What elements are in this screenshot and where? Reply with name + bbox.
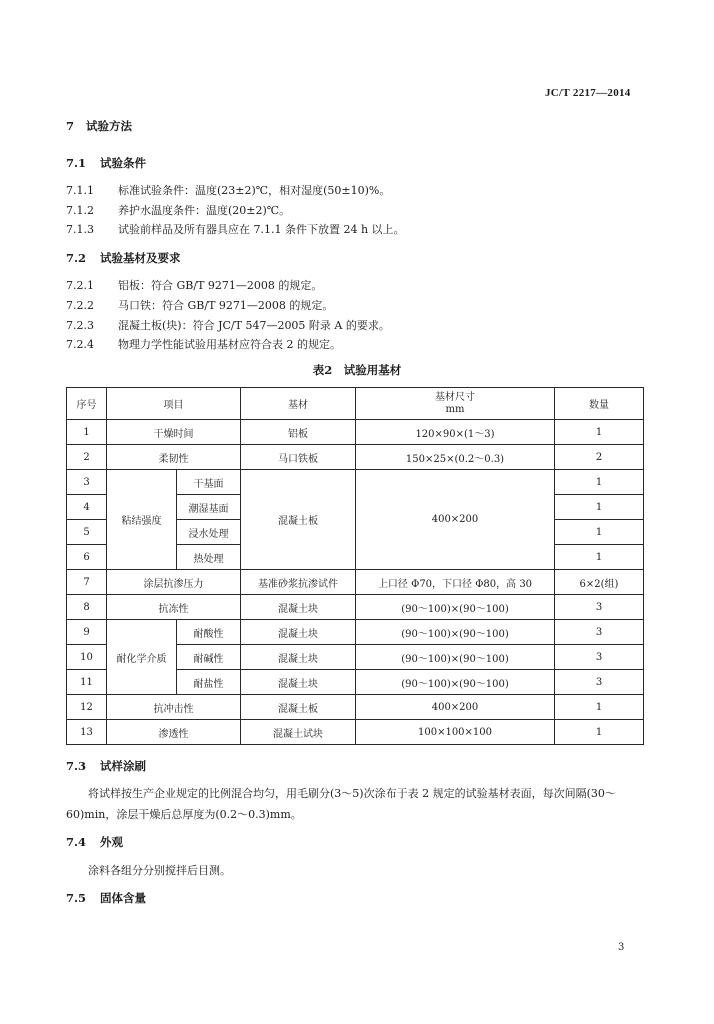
cell-qty: 1 <box>555 495 644 520</box>
clause-number: 7.1.2 <box>66 204 94 217</box>
section-title: 试验方法 <box>86 119 133 133</box>
page-number: 3 <box>618 942 625 953</box>
paragraph-7-3: 将试样按生产企业规定的比例混合均匀，用毛刷分(3～5)次涂布于表 2 规定的试验基材表面，每次间隔(30～60)min，涂层干燥后总厚度为(0.2～0.3)mm。 <box>66 787 616 821</box>
cell-item: 涂层抗渗压力 <box>107 570 241 595</box>
clause-text: 物理力学性能试验用基材应符合表 2 的规定。 <box>118 338 341 351</box>
section-number: 7.5 <box>66 891 87 905</box>
table-row <box>67 420 644 445</box>
cell-seq: 10 <box>67 645 107 670</box>
cell-subitem: 耐盐性 <box>177 670 241 695</box>
section-title: 试验条件 <box>100 156 147 170</box>
cell-seq: 2 <box>67 445 107 470</box>
table-row <box>67 620 644 645</box>
cell-size: (90～100)×(90～100) <box>356 670 555 695</box>
cell-qty: 3 <box>555 645 644 670</box>
cell-substrate: 混凝土块 <box>241 670 356 695</box>
paragraph-7-4: 涂料各组分分别搅拌后目测。 <box>88 864 231 877</box>
cell-qty: 1 <box>555 520 644 545</box>
cell-item: 抗冲击性 <box>107 695 241 720</box>
cell-substrate-bond: 混凝土板 <box>241 470 356 570</box>
section-title: 外观 <box>100 835 124 849</box>
table-header-row <box>67 388 644 420</box>
header-seq: 序号 <box>67 388 107 420</box>
cell-seq: 13 <box>67 720 107 745</box>
section-7-2-heading <box>66 250 181 266</box>
cell-substrate: 铝板 <box>241 420 356 445</box>
cell-size: (90～100)×(90～100) <box>356 620 555 645</box>
table-caption: 表2 试验用基材 <box>312 363 402 377</box>
clause-number: 7.2.3 <box>66 319 94 332</box>
cell-item: 抗冻性 <box>107 595 241 620</box>
header-size-label: 基材尺寸 <box>435 391 475 403</box>
clause-text: 马口铁：符合 GB/T 9271—2008 的规定。 <box>118 299 334 312</box>
cell-substrate: 混凝土块 <box>241 645 356 670</box>
clause-text: 试验前样品及所有器具应在 7.1.1 条件下放置 24 h 以上。 <box>118 223 405 236</box>
section-title: 试验基材及要求 <box>100 251 181 265</box>
cell-size: 120×90×(1～3) <box>356 420 555 445</box>
table-row <box>67 695 644 720</box>
cell-size: (90～100)×(90～100) <box>356 595 555 620</box>
cell-subitem: 浸水处理 <box>177 520 241 545</box>
cell-seq: 4 <box>67 495 107 520</box>
cell-item: 柔韧性 <box>107 445 241 470</box>
cell-substrate: 混凝土板 <box>241 695 356 720</box>
header-size-unit: mm <box>445 403 465 415</box>
cell-qty: 2 <box>555 445 644 470</box>
clause-7-1-1 <box>66 182 390 198</box>
table-row <box>67 445 644 470</box>
section-7-heading <box>66 118 132 134</box>
cell-size: 100×100×100 <box>356 720 555 745</box>
table-row <box>67 720 644 745</box>
cell-seq: 3 <box>67 470 107 495</box>
cell-subitem: 热处理 <box>177 545 241 570</box>
clause-text: 标准试验条件：温度(23±2)℃，相对湿度(50±10)%。 <box>118 184 391 197</box>
clause-7-1-3 <box>66 221 405 237</box>
clause-text: 混凝土板(块)：符合 JC/T 547—2005 附录 A 的要求。 <box>118 319 390 332</box>
cell-substrate: 基准砂浆抗渗试件 <box>241 570 356 595</box>
section-7-4-heading <box>66 834 123 850</box>
header-substrate: 基材 <box>241 388 356 420</box>
cell-subitem: 潮湿基面 <box>177 495 241 520</box>
clause-text: 养护水温度条件：温度(20±2)℃。 <box>118 204 291 217</box>
cell-seq: 7 <box>67 570 107 595</box>
cell-item-chemical: 耐化学介质 <box>107 620 177 695</box>
cell-substrate: 混凝土块 <box>241 595 356 620</box>
cell-qty: 1 <box>555 470 644 495</box>
clause-number: 7.2.1 <box>66 279 94 292</box>
cell-seq: 9 <box>67 620 107 645</box>
cell-seq: 11 <box>67 670 107 695</box>
cell-seq: 5 <box>67 520 107 545</box>
cell-subitem: 干基面 <box>177 470 241 495</box>
section-number: 7.2 <box>66 251 87 265</box>
standard-number: JC/T 2217—2014 <box>545 87 631 99</box>
cell-qty: 3 <box>555 670 644 695</box>
clause-7-1-2 <box>66 202 290 218</box>
cell-qty: 3 <box>555 620 644 645</box>
cell-size: 上口径 Φ70，下口径 Φ80，高 30 <box>356 570 555 595</box>
cell-size: (90～100)×(90～100) <box>356 645 555 670</box>
cell-seq: 8 <box>67 595 107 620</box>
header-size <box>356 388 555 420</box>
clause-7-2-4 <box>66 336 341 352</box>
section-7-5-heading <box>66 890 146 906</box>
section-number: 7 <box>66 119 75 133</box>
section-number: 7.3 <box>66 759 87 773</box>
cell-qty: 3 <box>555 595 644 620</box>
section-title: 固体含量 <box>100 891 147 905</box>
cell-qty: 1 <box>555 545 644 570</box>
header-qty: 数量 <box>555 388 644 420</box>
cell-qty: 1 <box>555 420 644 445</box>
table-row <box>67 470 644 495</box>
clause-number: 7.1.1 <box>66 184 94 197</box>
clause-7-2-3 <box>66 317 390 333</box>
cell-seq: 1 <box>67 420 107 445</box>
cell-subitem: 耐酸性 <box>177 620 241 645</box>
table-row <box>67 570 644 595</box>
cell-substrate: 混凝土试块 <box>241 720 356 745</box>
cell-size-bond: 400×200 <box>356 470 555 570</box>
cell-item: 渗透性 <box>107 720 241 745</box>
header-item: 项目 <box>107 388 241 420</box>
cell-substrate: 混凝土块 <box>241 620 356 645</box>
cell-qty: 6×2(组) <box>555 570 644 595</box>
section-7-3-heading <box>66 758 146 774</box>
cell-size: 150×25×(0.2～0.3) <box>356 445 555 470</box>
section-number: 7.4 <box>66 835 87 849</box>
clause-number: 7.2.2 <box>66 299 94 312</box>
section-number: 7.1 <box>66 156 87 170</box>
clause-7-2-2 <box>66 297 333 313</box>
cell-item-bond-strength: 粘结强度 <box>107 470 177 570</box>
substrate-table <box>66 387 644 745</box>
clause-number: 7.2.4 <box>66 338 94 351</box>
cell-seq: 6 <box>67 545 107 570</box>
clause-7-2-1 <box>66 277 322 293</box>
section-title: 试样涂刷 <box>100 759 147 773</box>
cell-subitem: 耐碱性 <box>177 645 241 670</box>
table-row <box>67 595 644 620</box>
clause-number: 7.1.3 <box>66 223 94 236</box>
clause-text: 铝板：符合 GB/T 9271—2008 的规定。 <box>118 279 323 292</box>
cell-qty: 1 <box>555 695 644 720</box>
cell-item: 干燥时间 <box>107 420 241 445</box>
cell-seq: 12 <box>67 695 107 720</box>
section-7-1-heading <box>66 155 146 171</box>
cell-substrate: 马口铁板 <box>241 445 356 470</box>
cell-qty: 1 <box>555 720 644 745</box>
cell-size: 400×200 <box>356 695 555 720</box>
